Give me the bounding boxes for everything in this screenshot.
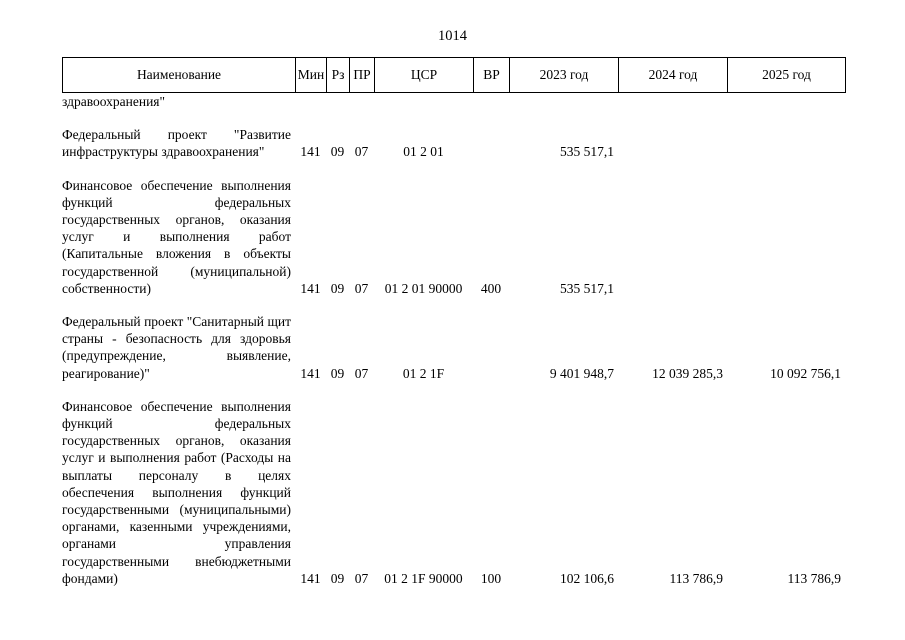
row-2024: 12 039 285,3: [652, 365, 723, 381]
row-name: Финансовое обеспечение выполнения функций федеральных государственных органов, оказания услуг и выполнения работ (Расходы на выплаты персоналу в целях обеспечения выполнения функций государственными (муниципальными) органами, казенными учреждениями, органами управления государственными внебюджетными фондами): [62, 398, 291, 586]
row-vr: 100: [480, 570, 502, 586]
row-vr: [473, 313, 509, 382]
row-2023: 102 106,6: [560, 570, 614, 586]
row-2023: [509, 93, 618, 110]
row-2024: [618, 126, 727, 160]
row-min: 141: [300, 144, 321, 160]
row-rz: 09: [330, 365, 345, 381]
column-header-rz: Рз: [327, 58, 350, 93]
row-2025: [727, 126, 845, 160]
row-2023: 535 517,1: [560, 144, 614, 160]
row-2023: 535 517,1: [560, 280, 614, 296]
row-min: 141: [300, 570, 321, 586]
column-header-pr: ПР: [350, 58, 375, 93]
row-name: Финансовое обеспечение выполнения функций федеральных государственных органов, оказания услуг и выполнения работ (Капитальные вложения в объекты государственной (муниципальной) собственности): [62, 177, 291, 296]
row-vr: 400: [480, 280, 502, 296]
row-pr: 07: [354, 280, 369, 296]
table-row: [62, 93, 845, 110]
row-rz: 09: [330, 144, 345, 160]
column-header-csr: ЦСР: [375, 58, 474, 93]
column-header-name: Наименование: [63, 58, 296, 93]
table-row: [62, 313, 845, 382]
row-csr: 01 2 1F: [402, 365, 445, 381]
table-header: [62, 57, 846, 93]
table-row: [62, 177, 845, 297]
row-2023: 9 401 948,7: [549, 365, 614, 381]
row-pr: 07: [354, 365, 369, 381]
row-2024: 113 786,9: [669, 570, 723, 586]
row-min: 141: [300, 365, 321, 381]
row-2025: [727, 93, 845, 110]
row-csr: 01 2 1F 90000: [384, 570, 463, 586]
row-csr: 01 2 01: [403, 144, 444, 160]
row-pr: 07: [354, 144, 369, 160]
row-pr: [349, 93, 374, 110]
row-csr: [374, 93, 473, 110]
column-header-2025: 2025 год: [728, 58, 846, 93]
row-vr: [473, 126, 509, 160]
row-pr: 07: [354, 570, 369, 586]
row-2024: [618, 177, 727, 297]
row-rz: [326, 93, 349, 110]
row-name: здравоохранения": [62, 94, 166, 109]
budget-table: [62, 93, 845, 587]
row-vr: [473, 93, 509, 110]
row-name: Федеральный проект "Развитие инфраструктуры здравоохранения": [62, 127, 291, 160]
row-rz: 09: [330, 570, 345, 586]
row-2024: [618, 93, 727, 110]
column-header-min: Мин: [296, 58, 327, 93]
row-min: 141: [300, 280, 321, 296]
row-min: [295, 93, 326, 110]
row-2025: 10 092 756,1: [770, 365, 841, 381]
row-name: Федеральный проект "Санитарный щит страны - безопасность для здоровья (предупреждение, выявление, реагирование)": [62, 314, 291, 381]
table-row: [62, 126, 845, 160]
page-number: 1014: [438, 28, 467, 44]
row-rz: 09: [330, 280, 345, 296]
column-header-2024: 2024 год: [619, 58, 728, 93]
table-row: [62, 398, 845, 587]
column-header-vr: ВР: [474, 58, 510, 93]
row-2025: 113 786,9: [787, 570, 841, 586]
row-csr: 01 2 01 90000: [384, 280, 463, 296]
column-header-2023: 2023 год: [510, 58, 619, 93]
row-2025: [727, 177, 845, 297]
